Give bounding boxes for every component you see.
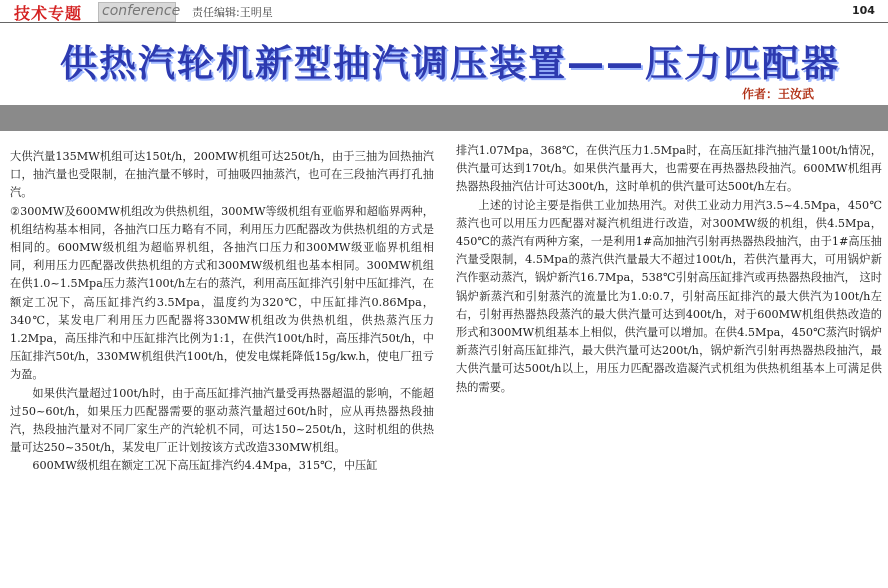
editor-credit: 责任编辑:王明星 [192,6,273,19]
paragraph: 600MW级机组在额定工况下高压缸排汽约4.4Mpa，315℃，中压缸 [32,459,378,473]
paragraph: 如果供汽量超过100t/h时，由于高压缸排汽抽汽量受再热器超温的影响，不能超过50~60t/h，如果压力匹配器需要的驱动蒸汽量超过60t/h时，应从再热器热段抽汽，热段抽汽量对不同厂家生产的汽轮机不同，可达150~250t/h，这时机组的供热量可达250~350t/h，某发电厂正计划按该方式改造330MW机组。 [10,386,434,455]
paragraph: 大供汽量135MW机组可达150t/h，200MW机组可达250t/h，由于三抽为回热抽汽口，抽汽量也受限制，在抽汽量不够时，可抽吸四抽蒸汽，也可在三段抽汽再打孔抽汽。 [10,150,434,200]
paragraph: 排汽1.07Mpa，368℃，在供汽压力1.5Mpa时，在高压缸排汽抽汽量100t/h情况，供汽量可达到170t/h。如果供汽量再大，也需要在再热器热段抽汽。600MW机组再热器热段抽汽估计可达300t/h，这时单机的供汽量可达500t/h左右。 [456,144,882,194]
conference-label: conference [102,3,181,19]
paragraph: ②300MW及600MW机组改为供热机组，300MW等级机组有亚临界和超临界两种，机组结构基本相同，各抽汽口压力略有不同，利用压力匹配器改为供热机组的方式是相同的。600MW级机组为超临界机组，各抽汽口压力和300MW级亚临界机组相同，利用压力匹配器改供热机组的方式和300MW级机组也基本相同。300MW机组在供1.0~1.5Mpa压力蒸汽100t/h左右的蒸汽，利用高压缸排汽引射中压缸排汽，在额定工况下，高压缸排汽约3.5Mpa，温度约为320℃，中压缸排汽0.86Mpa，340℃，某发电厂利用压力匹配器将330MW机组改为供热机组，供热蒸汽压力1.2Mpa，高压排汽和中压缸排汽比例为1:1，在供汽100t/h时，高压排汽50t/h，中压缸排汽50t/h，330MW机组供汽100t/h，使发电煤耗降低15g/kw.h，使电厂扭亏为盈。 [10,204,434,382]
page-number: 104 [852,4,875,17]
paragraph: 上述的讨论主要是指供工业加热用汽。对供工业动力用汽3.5~4.5Mpa，450℃蒸汽也可以用压力匹配器对凝汽机组进行改造，对300MW级的机组，供4.5Mpa，450℃的蒸汽有两种方案，一是利用1#高加抽汽引射再热器热段抽汽，由于1#高压抽汽量受限制，4.5Mpa的蒸汽供汽量最大不超过100t/h，若供汽量再大，可用锅炉新汽作驱动蒸汽，锅炉新汽16.7Mpa，538℃引射高压缸排汽或再热器热段抽汽， 这时锅炉新蒸汽和引射蒸汽的流量比为1.0:0.7，引射高压缸排汽的最大供汽为100t/h左右，引射再热器热段蒸汽的最大供汽量可达到400t/h，对于600MW机组供热改造的形式和300MW机组基本上相似，供汽量可以增加。在供4.5Mpa，450℃蒸汽时锅炉新蒸汽引射高压缸排汽，最大供汽量可达200t/h，锅炉新汽引射再热器热段抽汽，最大供汽量可达500t/h以上，用压力匹配器改造凝汽式机组为供热机组基本上可满足供热的需要。 [456,198,882,394]
conference-label-box [98,2,181,22]
right-column [456,142,882,588]
article-title: 供热汽轮机新型抽汽调压装置——压力匹配器 [60,42,840,85]
title-divider-band [0,105,888,131]
author-line: 作者：王汝武 [742,87,815,101]
section-tag: 技术专题 [14,4,83,23]
left-column [10,148,434,588]
header-bar [0,0,888,23]
